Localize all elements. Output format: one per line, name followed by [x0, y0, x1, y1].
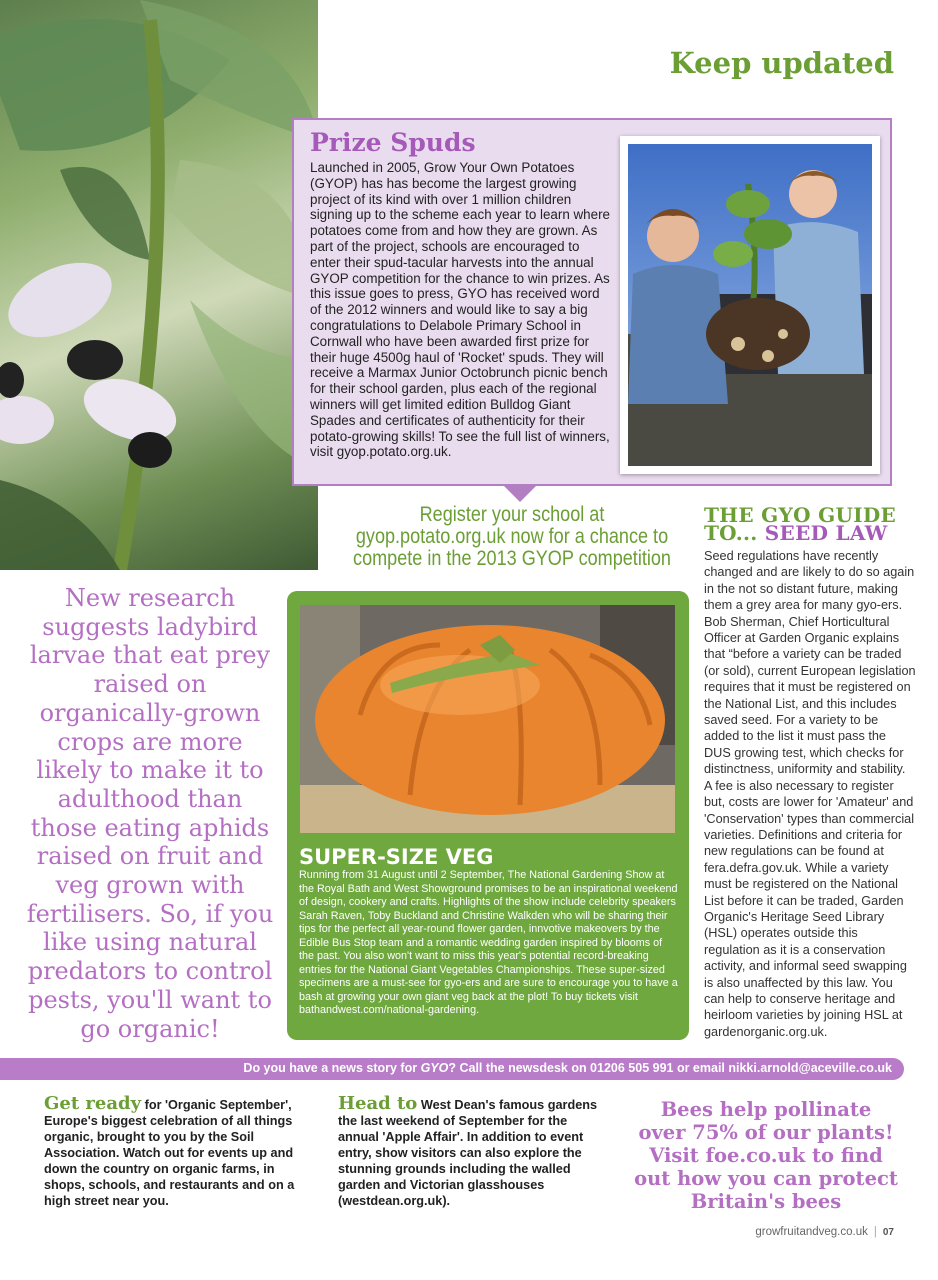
section-title: Keep updated [669, 46, 894, 80]
footer-site: growfruitandveg.co.uk [755, 1226, 868, 1238]
children-potatoes-photo [620, 136, 880, 474]
seed-law-title-line1: THE GYO GUIDE [704, 503, 897, 527]
prize-spuds-body: Launched in 2005, Grow Your Own Potatoes (GYOP) has has become the largest growing project of its kind with over 1 million children signing up to the scheme each year to learn where potatoes come from and how they are grown. As part of the project, schools are encouraged to enter their spud-tacular harvests into the annual GYOP competition for the chance to win prizes. As this issue goes to press, GYO has received word of the 2012 winners and would like to say a big congratulations to Delabole Primary School in Cornwall who have been awarded first prize for their huge 4500g haul of 'Rocket' spuds. They will receive a Marmax Junior Octobrunch picnic bench for their school garden, plus each of the regional winners will get limited edition Bulldog Giant Spades and certificates of authenticity for their potato-growing skills! To see the full list of winners, visit gyop.potato.org.uk. [310, 160, 610, 460]
page-footer [755, 1226, 894, 1238]
footer-separator: | [873, 1226, 877, 1238]
seed-law-title-highlight: SEED LAW [764, 521, 888, 545]
get-ready-body: for 'Organic September', Europe's biggest celebration of all things organic, brought to you by the Soil Association. Watch out for events up and down the country on organic farms, in shops, schools, and restaurants and on a high street near you. [44, 1098, 295, 1208]
newsdesk-prefix: Do you have a news story for [243, 1061, 421, 1075]
children-holding-potato-plant-illustration [628, 144, 872, 466]
giant-pumpkin-photo [300, 605, 675, 833]
super-size-veg-box [287, 591, 689, 1040]
get-ready-lead: Get ready [44, 1093, 142, 1114]
super-size-veg-title: SUPER-SIZE VEG [299, 845, 494, 869]
seed-law-title [704, 503, 924, 545]
leaf-photo-illustration [0, 0, 318, 570]
page-number: 07 [882, 1227, 894, 1238]
seed-law-body: Seed regulations have recently changed and are likely to do so again in the not so distant future, making them a grey area for many gyo-ers. Bob Sherman, Chief Horticultural Officer at Garden Organic explains that “before a variety can be traded (or sold), current European legislation requires that it must be registered on the National List, and this includes saved seed. For a variety to be added to the list it must pass the DUS growing test, which checks for distinctness, uniformity and stability. A fee is also necessary to register but, costs are lower for 'Amateur' and 'Conservation' types than commercial varieties. Definitions and criteria for new regulations can be found at fera.defra.gov.uk. While a variety must be registered on the National List before it can be traded, Garden Organic's Heritage Seed Library (HSL) operates outside this regulation as it is a conservation activity, and informal seed swapping is also unaffected by this law. You can help to conserve heritage and heirloom varieties by joining HSL at gardenorganic.org.uk. [704, 549, 916, 1039]
head-to-item [338, 1093, 608, 1209]
seed-law-title-prefix: TO... [704, 521, 765, 545]
giant-pumpkin-illustration [300, 605, 675, 833]
newsdesk-bar [0, 1058, 904, 1080]
register-callout: Register your school at gyop.potato.org.uk now for a chance to compete in the 2013 GYOP competition [353, 503, 671, 570]
newsdesk-text [243, 1061, 892, 1075]
ladybird-pull-quote: New research suggests ladybird larvae that eat prey raised on organically-grown crops are more likely to make it to adulthood than those eating aphids raised on fruit and veg grown with fertilisers. So, if you like using natural predators to control pests, you'll want to go organic! [26, 584, 274, 1043]
super-size-veg-body: Running from 31 August until 2 September, The National Gardening Show at the Royal Bath and West Showground promises to be an inspirational weekend of design, cookery and crafts. Highlights of the show include celebrity speakers Sarah Raven, Toby Buckland and Christine Walkden who will be sharing their tips for the perfect all year-round flower garden, innvotive makeovers by the Edible Bus Stop team and a romantic wedding garden inspired by blooms of the past. You also won't want to miss this year's potential record-breaking entries for the National Giant Vegetables Championships. These super-sized specimens are a must-see for gyo-ers and are sure to encourage you to have a bash at growing your own giant veg back at the plot! To buy tickets visit bathandwest.com/national-gardening. [299, 869, 678, 1016]
newsdesk-suffix: ? Call the newsdesk on 01206 505 991 or email nikki.arnold@aceville.co.uk [448, 1061, 892, 1075]
broad-bean-flower-photo [0, 0, 318, 570]
get-ready-item [44, 1093, 302, 1209]
callout-pointer [504, 486, 536, 502]
prize-spuds-box [292, 118, 892, 486]
head-to-body: West Dean's famous gardens the last weekend of September for the annual 'Apple Affair'. In addition to event entry, show visitors can also explore the stunning grounds including the walled garden and Victorian glasshouses (westdean.org.uk). [338, 1098, 598, 1208]
prize-spuds-title: Prize Spuds [310, 128, 476, 157]
bees-callout: Bees help pollinate over 75% of our plants! Visit foe.co.uk to find out how you can protect Britain's bees [634, 1098, 898, 1213]
newsdesk-magazine: GYO [420, 1061, 449, 1075]
head-to-lead: Head to [338, 1093, 418, 1114]
